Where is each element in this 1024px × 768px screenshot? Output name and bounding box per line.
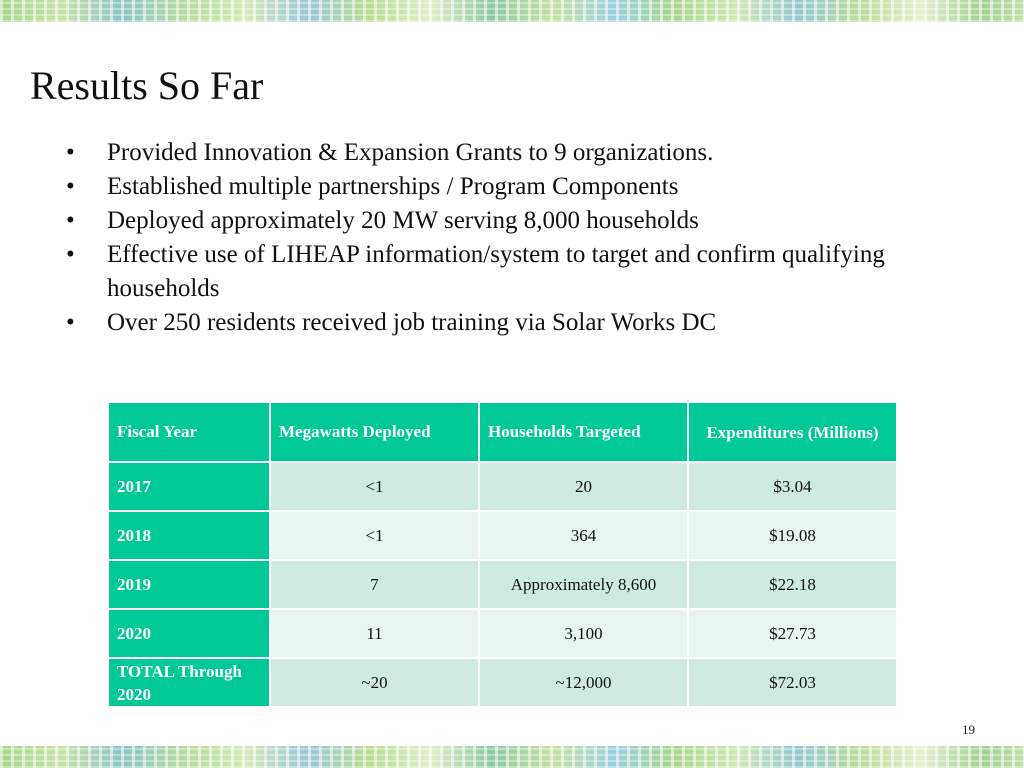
- bullet-icon: •: [66, 241, 75, 268]
- bullet-item: [66, 204, 906, 238]
- row-label: 2018: [109, 512, 269, 559]
- table-row: [109, 610, 896, 657]
- table-cell: $3.04: [689, 463, 896, 510]
- row-label: 2019: [109, 561, 269, 608]
- bullet-text: Established multiple partnerships / Program Components: [107, 173, 679, 200]
- bullet-item: [66, 170, 906, 204]
- bullet-icon: •: [66, 207, 75, 234]
- results-table: [107, 401, 898, 708]
- bullet-icon: •: [66, 173, 75, 200]
- bullet-text: Effective use of LIHEAP information/system to target and confirm qualifying households: [107, 241, 885, 302]
- header-expenditures: Expenditures (Millions): [689, 403, 896, 461]
- table-cell: $19.08: [689, 512, 896, 559]
- table-cell: <1: [271, 512, 478, 559]
- bullet-list: [66, 136, 906, 340]
- header-megawatts-deployed: Megawatts Deployed: [271, 403, 478, 461]
- bullet-text: Over 250 residents received job training via Solar Works DC: [107, 309, 717, 336]
- bullet-icon: •: [66, 139, 75, 166]
- bullet-icon: •: [66, 309, 75, 336]
- bullet-text: Deployed approximately 20 MW serving 8,000 households: [107, 207, 699, 234]
- table-cell: 364: [480, 512, 687, 559]
- header-households-targeted: Households Targeted: [480, 403, 687, 461]
- table-cell: ~12,000: [480, 659, 687, 706]
- table-cell: $22.18: [689, 561, 896, 608]
- table-cell: 11: [271, 610, 478, 657]
- table-row: [109, 561, 896, 608]
- decorative-top-border: [0, 0, 1024, 22]
- table-row: [109, 463, 896, 510]
- table-cell: 20: [480, 463, 687, 510]
- row-label-total: TOTAL Through 2020: [109, 659, 269, 706]
- table-cell: 3,100: [480, 610, 687, 657]
- row-label: 2020: [109, 610, 269, 657]
- table-cell: Approximately 8,600: [480, 561, 687, 608]
- bullet-item: [66, 306, 906, 340]
- table-cell: ~20: [271, 659, 478, 706]
- bullet-item: [66, 238, 906, 306]
- table-header-row: [109, 403, 896, 461]
- page-number: 19: [962, 722, 975, 737]
- row-label: 2017: [109, 463, 269, 510]
- header-fiscal-year: Fiscal Year: [109, 403, 269, 461]
- table-row: [109, 512, 896, 559]
- table-cell: <1: [271, 463, 478, 510]
- bullet-text: Provided Innovation & Expansion Grants to 9 organizations.: [107, 139, 714, 166]
- decorative-bottom-border: [0, 746, 1024, 768]
- slide-title: Results So Far: [30, 63, 264, 108]
- table-row-total: [109, 659, 896, 706]
- table-cell: 7: [271, 561, 478, 608]
- table-cell: $27.73: [689, 610, 896, 657]
- bullet-item: [66, 136, 906, 170]
- table-cell: $72.03: [689, 659, 896, 706]
